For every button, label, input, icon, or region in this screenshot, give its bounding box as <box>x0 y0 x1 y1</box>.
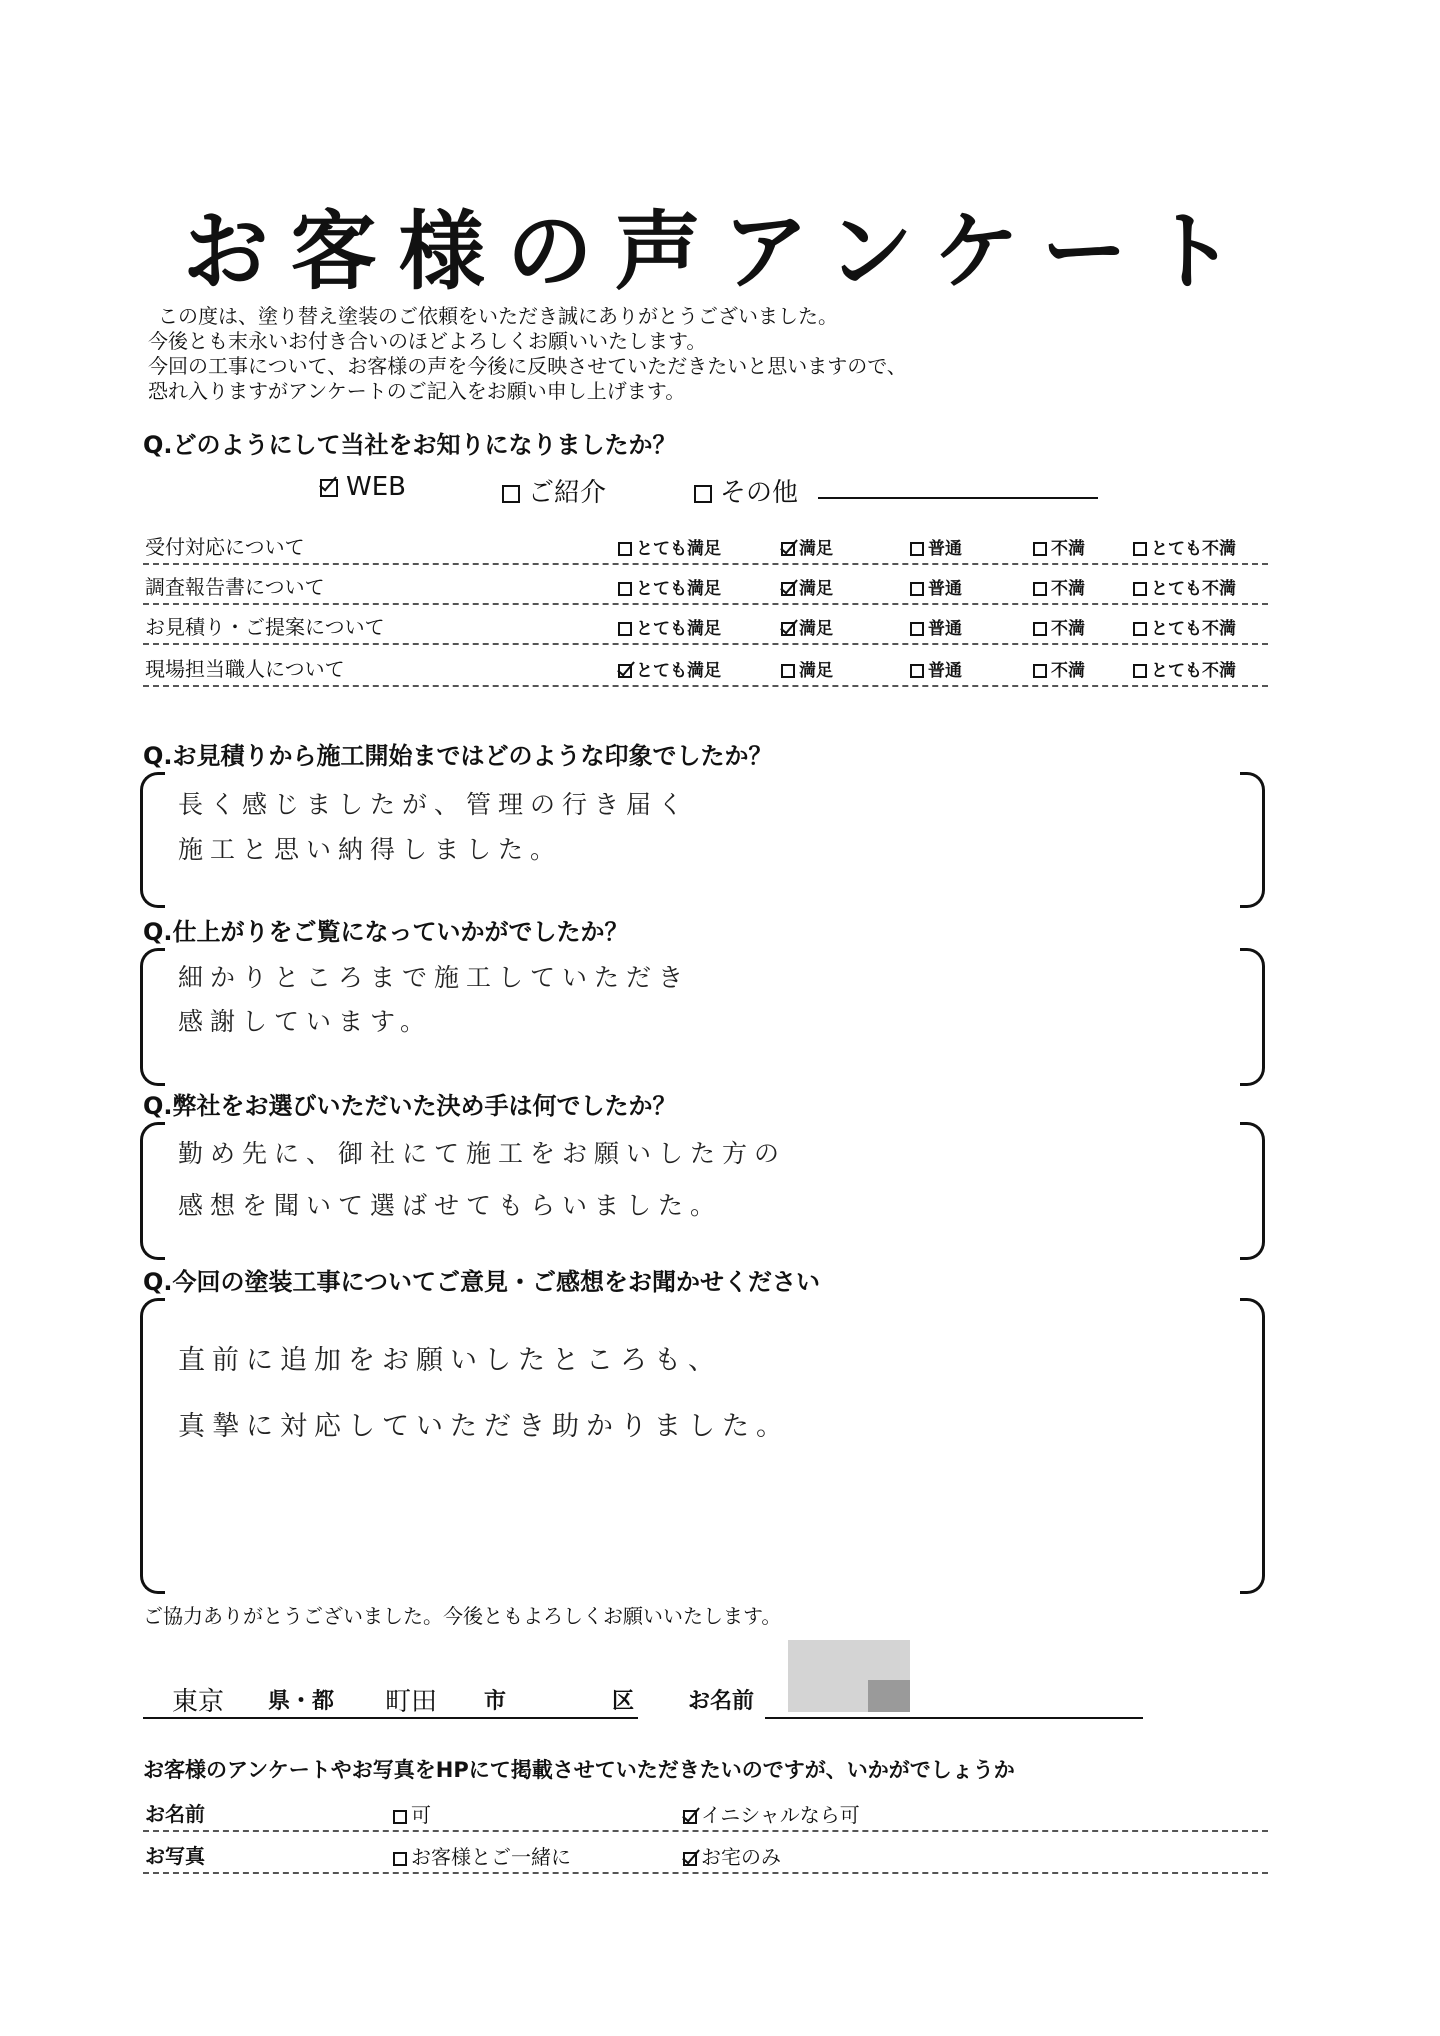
intro-line: 今後とも末永いお付き合いのほどよろしくお願いいたします。 <box>148 329 707 353</box>
answer-bracket-right <box>1240 948 1265 1086</box>
rating-option[interactable] <box>1133 656 1236 681</box>
checkbox-checked[interactable] <box>683 1810 697 1824</box>
permission-option-label: 可 <box>411 1803 431 1827</box>
permission-row <box>143 1832 1268 1874</box>
handwritten-answer-line[interactable]: 真摯に対応していただき助かりました。 <box>178 1411 790 1442</box>
rating-row <box>143 523 1268 565</box>
address-line[interactable] <box>143 1717 638 1719</box>
checkbox-checked[interactable] <box>781 622 795 636</box>
rating-option-label: とても満足 <box>636 619 721 639</box>
rating-option-label: とても満足 <box>636 579 721 599</box>
rating-option[interactable] <box>910 656 962 681</box>
checkbox-checked[interactable] <box>618 664 632 678</box>
permission-label: お名前 <box>145 1802 205 1826</box>
checkbox[interactable] <box>1033 582 1047 596</box>
permission-label: お写真 <box>145 1844 205 1868</box>
checkbox[interactable] <box>910 664 924 678</box>
rating-option-label: とても不満 <box>1151 539 1236 559</box>
other-input-line[interactable] <box>818 497 1098 499</box>
permission-option-label: お客様とご一緒に <box>411 1845 571 1869</box>
question-text: Q.仕上がりをご覧になっていかがでしたか？ <box>143 918 629 946</box>
prefecture-label: 県・都 <box>268 1689 335 1714</box>
rating-option-label: 満足 <box>799 619 833 639</box>
rating-option[interactable] <box>1033 614 1085 639</box>
question-text: Q.弊社をお選びいただいた決め手は何でしたか？ <box>143 1092 677 1120</box>
rating-option-label: とても満足 <box>636 539 721 559</box>
closing-text: ご協力ありがとうございました。今後ともよろしくお願いいたします。 <box>143 1604 782 1628</box>
source-question: Q.どのようにして当社をお知りになりましたか？ <box>143 431 677 459</box>
ward-label: 区 <box>612 1689 635 1714</box>
rating-option-label: とても不満 <box>1151 619 1236 639</box>
rating-option[interactable] <box>781 614 833 639</box>
rating-option-label: 不満 <box>1051 579 1085 599</box>
rating-option[interactable] <box>618 656 721 681</box>
rating-option-label: とても満足 <box>636 661 721 681</box>
answer-bracket-right <box>1240 1298 1265 1594</box>
answer-bracket-right <box>1240 772 1265 908</box>
source-option-web[interactable] <box>320 472 406 502</box>
checkbox-checked[interactable] <box>683 1852 697 1866</box>
city-label: 市 <box>484 1689 507 1714</box>
rating-label: 調査報告書について <box>145 575 325 599</box>
answer-bracket-right <box>1240 1122 1265 1260</box>
handwritten-answer-line[interactable]: 勤め先に、御社にて施工をお願いした方の <box>178 1139 787 1168</box>
checkbox-checked[interactable] <box>320 479 338 497</box>
checkbox[interactable] <box>1033 664 1047 678</box>
permission-question: お客様のアンケートやお写真をHPにて掲載させていただきたいのですが、いかがでしょうか <box>143 1758 1015 1782</box>
checkbox[interactable] <box>618 582 632 596</box>
permission-option[interactable] <box>393 1841 571 1870</box>
rating-option[interactable] <box>618 574 721 599</box>
rating-option[interactable] <box>618 614 721 639</box>
rating-option-label: 普通 <box>928 579 962 599</box>
rating-option-label: 満足 <box>799 661 833 681</box>
rating-option[interactable] <box>1133 574 1236 599</box>
checkbox[interactable] <box>910 582 924 596</box>
intro-text <box>148 304 907 404</box>
rating-option-label: 不満 <box>1051 539 1085 559</box>
rating-option[interactable] <box>910 614 962 639</box>
rating-row <box>143 563 1268 605</box>
rating-option[interactable] <box>1033 656 1085 681</box>
source-option-label: その他 <box>720 478 799 508</box>
checkbox[interactable] <box>694 485 712 503</box>
answer-bracket-left <box>140 1298 165 1594</box>
permission-option[interactable] <box>393 1799 431 1828</box>
source-option-other[interactable] <box>694 472 798 509</box>
source-option-label: ご紹介 <box>528 478 607 508</box>
question-text: Q.今回の塗装工事についてご意見・ご感想をお聞かせください <box>143 1268 821 1296</box>
rating-option-label: 不満 <box>1051 619 1085 639</box>
rating-option[interactable] <box>1033 534 1085 559</box>
checkbox-checked[interactable] <box>781 582 795 596</box>
rating-option[interactable] <box>910 534 962 559</box>
question-text: Q.お見積りから施工開始まではどのような印象でしたか？ <box>143 742 773 770</box>
handwritten-answer-line[interactable]: 細かりところまで施工していただき <box>178 963 691 992</box>
source-option-label: WEB <box>346 472 406 502</box>
intro-line: 今回の工事について、お客様の声を今後に反映させていただきたいと思いますので、 <box>148 354 907 378</box>
checkbox[interactable] <box>1133 542 1147 556</box>
redacted-name-block <box>868 1680 910 1712</box>
rating-option-label: とても不満 <box>1151 579 1236 599</box>
rating-option[interactable] <box>1133 534 1236 559</box>
checkbox[interactable] <box>393 1852 407 1866</box>
checkbox[interactable] <box>1133 622 1147 636</box>
handwritten-answer-line[interactable]: 感想を聞いて選ばせてもらいました。 <box>178 1191 723 1220</box>
answer-bracket-left <box>140 772 165 908</box>
answer-bracket-left <box>140 948 165 1086</box>
handwritten-answer-line[interactable]: 長く感じましたが、管理の行き届く <box>178 790 691 819</box>
source-option-referral[interactable] <box>502 472 606 509</box>
permission-option[interactable] <box>683 1799 860 1828</box>
rating-row <box>143 645 1268 687</box>
name-line[interactable] <box>765 1717 1143 1719</box>
rating-option-label: 普通 <box>928 619 962 639</box>
city-value: 町田 <box>385 1687 438 1717</box>
checkbox[interactable] <box>393 1810 407 1824</box>
survey-title: お客様の声アンケート <box>182 202 1258 302</box>
rating-option[interactable] <box>781 656 833 681</box>
permission-row <box>143 1790 1268 1832</box>
checkbox[interactable] <box>1033 542 1047 556</box>
rating-option-label: 満足 <box>799 579 833 599</box>
rating-label: お見積り・ご提案について <box>145 615 385 639</box>
handwritten-answer-line[interactable]: 感謝しています。 <box>178 1007 433 1036</box>
rating-label: 受付対応について <box>145 535 305 559</box>
permission-option-label: イニシャルなら可 <box>701 1803 860 1827</box>
checkbox[interactable] <box>781 664 795 678</box>
rating-option-label: 不満 <box>1051 661 1085 681</box>
checkbox[interactable] <box>618 542 632 556</box>
prefecture-value: 東京 <box>172 1687 225 1717</box>
handwritten-answer-line[interactable]: 施工と思い納得しました。 <box>178 835 563 864</box>
checkbox[interactable] <box>910 542 924 556</box>
rating-option[interactable] <box>618 534 721 559</box>
rating-option-label: とても不満 <box>1151 661 1236 681</box>
rating-option[interactable] <box>781 534 833 559</box>
rating-option[interactable] <box>910 574 962 599</box>
handwritten-answer-line[interactable]: 直前に追加をお願いしたところも、 <box>178 1345 722 1376</box>
checkbox-checked[interactable] <box>781 542 795 556</box>
checkbox[interactable] <box>618 622 632 636</box>
rating-option[interactable] <box>781 574 833 599</box>
rating-option-label: 満足 <box>799 539 833 559</box>
checkbox[interactable] <box>502 485 520 503</box>
rating-row <box>143 603 1268 645</box>
rating-option-label: 普通 <box>928 539 962 559</box>
answer-bracket-left <box>140 1122 165 1260</box>
checkbox[interactable] <box>1133 664 1147 678</box>
rating-option[interactable] <box>1133 614 1236 639</box>
rating-option-label: 普通 <box>928 661 962 681</box>
checkbox[interactable] <box>1133 582 1147 596</box>
name-label: お名前 <box>688 1689 755 1714</box>
intro-line: 恐れ入りますがアンケートのご記入をお願い申し上げます。 <box>148 379 686 403</box>
permission-option-label: お宅のみ <box>701 1845 781 1869</box>
checkbox[interactable] <box>910 622 924 636</box>
checkbox[interactable] <box>1033 622 1047 636</box>
rating-option[interactable] <box>1033 574 1085 599</box>
permission-option[interactable] <box>683 1841 781 1870</box>
rating-label: 現場担当職人について <box>145 657 345 681</box>
intro-line: この度は、塗り替え塗装のご依頼をいただき誠にありがとうございました。 <box>158 304 838 328</box>
